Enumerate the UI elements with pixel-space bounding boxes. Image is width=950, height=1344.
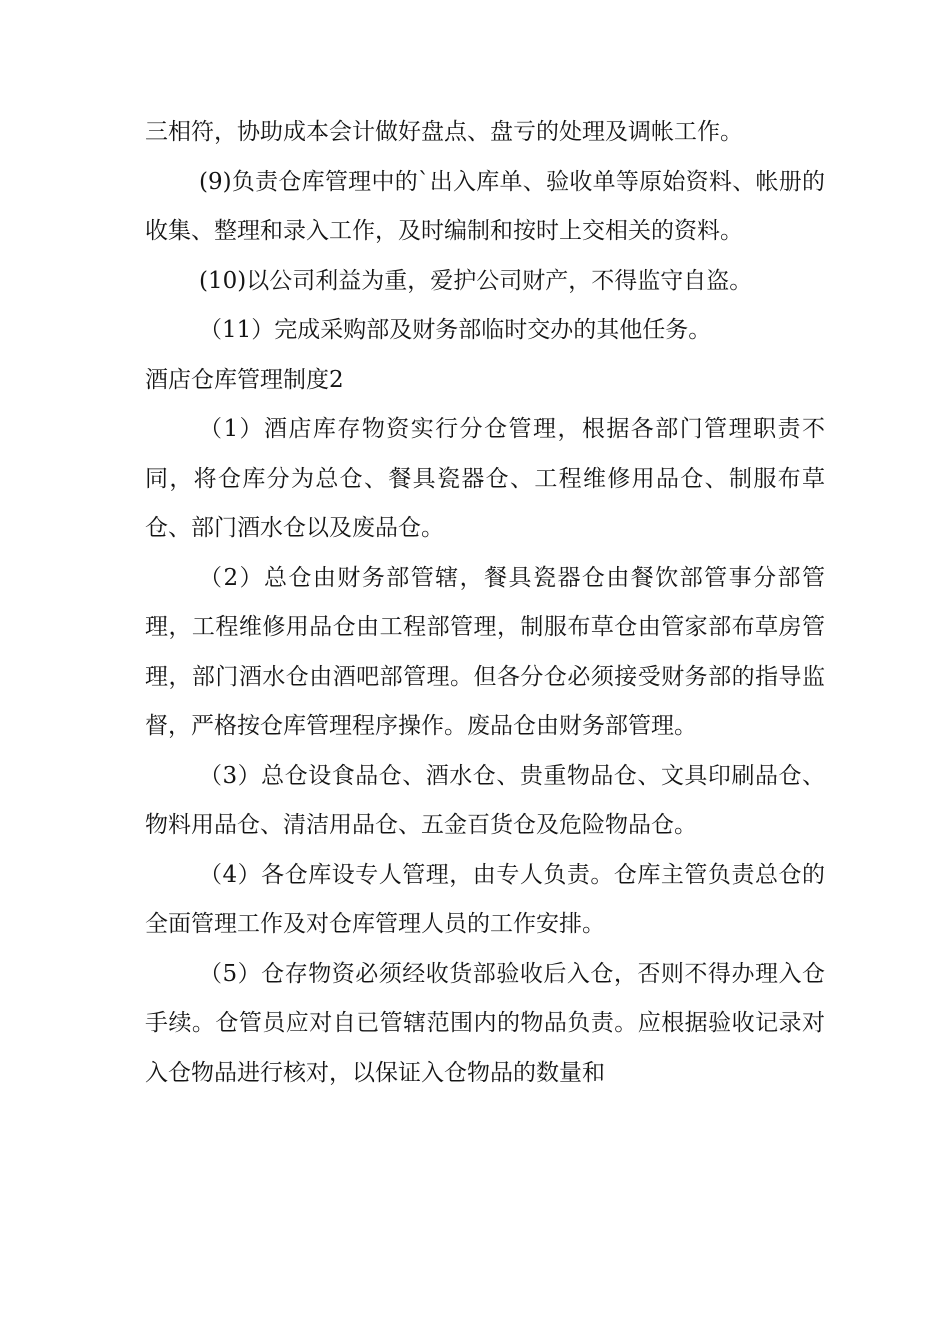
paragraph-continued: 三相符，协助成本会计做好盘点、盘亏的处理及调帐工作。 — [145, 119, 743, 145]
section-title: 酒店仓库管理制度2 — [145, 366, 344, 393]
section-paragraph-5: （5）仓存物资必须经收货部验收后入仓，否则不得办理入仓手续。仓管员应对自已管辖范围内的物品负责。应根据验收记录对入仓物品进行核对，以保证入仓物品的数量和 — [145, 960, 825, 1086]
section-paragraph-3: （3）总仓设食品仓、酒水仓、贵重物品仓、文具印刷品仓、物料用品仓、清洁用品仓、五金百货仓及危险物品仓。 — [145, 762, 825, 838]
section-paragraph-2: （2）总仓由财务部管辖，餐具瓷器仓由餐饮部管事分部管理，工程维修用品仓由工程部管理，制服布草仓由管家部布草房管理，部门酒水仓由酒吧部管理。但各分仓必须接受财务部的指导监督，严格按仓库管理程序操作。废品仓由财务部管理。 — [145, 564, 825, 739]
document-page — [145, 108, 825, 1098]
section-paragraph-1: （1）酒店库存物资实行分仓管理，根据各部门管理职责不同，将仓库分为总仓、餐具瓷器仓、工程维修用品仓、制服布草仓、部门酒水仓以及废品仓。 — [145, 416, 825, 541]
paragraph-item-10: (10)以公司利益为重，爱护公司财产，不得监守自盗。 — [199, 267, 753, 294]
section-paragraph-4: （4）各仓库设专人管理，由专人负责。仓库主管负责总仓的全面管理工作及对仓库管理人员的工作安排。 — [145, 861, 825, 937]
paragraph-item-11: （11）完成采购部及财务部临时交办的其他任务。 — [199, 317, 712, 343]
paragraph-item-9: (9)负责仓库管理中的`出入库单、验收单等原始资料、帐册的收集、整理和录入工作，及时编制和按时上交相关的资料。 — [145, 168, 825, 244]
